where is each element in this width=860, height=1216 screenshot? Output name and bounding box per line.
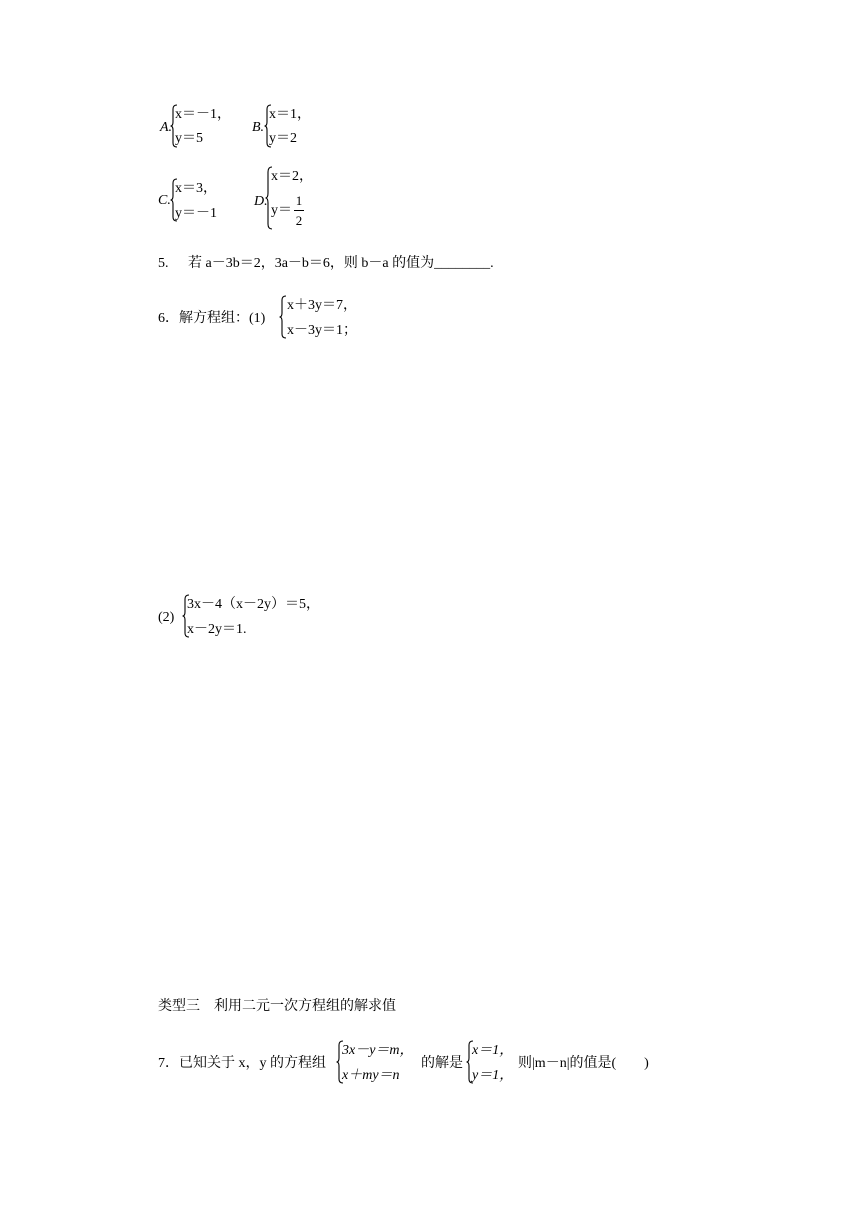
option-c-system xyxy=(170,178,260,222)
q6-intro: 6．解方程组：(1) xyxy=(158,311,266,326)
option-b-system xyxy=(264,104,344,148)
q5-text: 若 a－3b＝2，3a－b＝6，则 b－a 的值为________. xyxy=(188,256,494,271)
option-a-row1: x＝－1， xyxy=(175,107,231,122)
q6-part1-row1: x＋3y＝7， xyxy=(287,298,357,313)
option-c-row1: x＝3， xyxy=(175,181,217,196)
q6-part2-label: (2) xyxy=(158,610,175,625)
option-b-row2: y＝2 xyxy=(269,131,297,146)
q7-intro: 7．已知关于 x，y 的方程组 xyxy=(158,1056,326,1071)
q7-tail-text: 则|m－n|的值是( ) xyxy=(518,1056,649,1071)
brace-icon xyxy=(279,295,287,339)
q7-system-row1: 3x－y＝m， xyxy=(342,1043,414,1058)
fraction-denominator: 2 xyxy=(295,213,303,228)
q6-part2-row1: 3x－4（x－2y）＝5， xyxy=(187,597,320,612)
fraction-bar xyxy=(294,210,304,211)
option-a-label: A. xyxy=(160,120,173,135)
q6-part2-row2: x－2y＝1. xyxy=(187,622,247,637)
option-c-row2: y＝－1 xyxy=(175,206,217,221)
q6-part1-row2: x－3y＝1； xyxy=(287,323,357,338)
fraction-numerator: 1 xyxy=(295,193,303,208)
option-c-label: C. xyxy=(158,193,171,208)
option-a-row2: y＝5 xyxy=(175,131,203,146)
q7-solution-row1: x＝1， xyxy=(472,1043,514,1058)
q7-solution-row2: y＝1， xyxy=(472,1068,514,1083)
q6-part2-system xyxy=(182,594,342,638)
option-d-label: D. xyxy=(254,194,268,209)
q7-equation-system xyxy=(336,1040,426,1084)
q7-mid-text: 的解是 xyxy=(421,1056,463,1071)
section-heading: 类型三 利用二元一次方程组的解求值 xyxy=(158,999,396,1014)
option-b-row1: x＝1， xyxy=(269,107,311,122)
option-d-row2-prefix: y＝ xyxy=(271,203,292,218)
q7-solution-system xyxy=(466,1040,526,1084)
q5-number: 5. xyxy=(158,256,169,271)
option-a-system xyxy=(170,104,260,148)
q6-part1-system xyxy=(279,295,379,339)
option-d-row1: x＝2， xyxy=(271,169,313,184)
q7-system-row2: x＋my＝n xyxy=(342,1068,400,1083)
option-d-system xyxy=(265,166,345,230)
option-b-label: B. xyxy=(252,120,265,135)
